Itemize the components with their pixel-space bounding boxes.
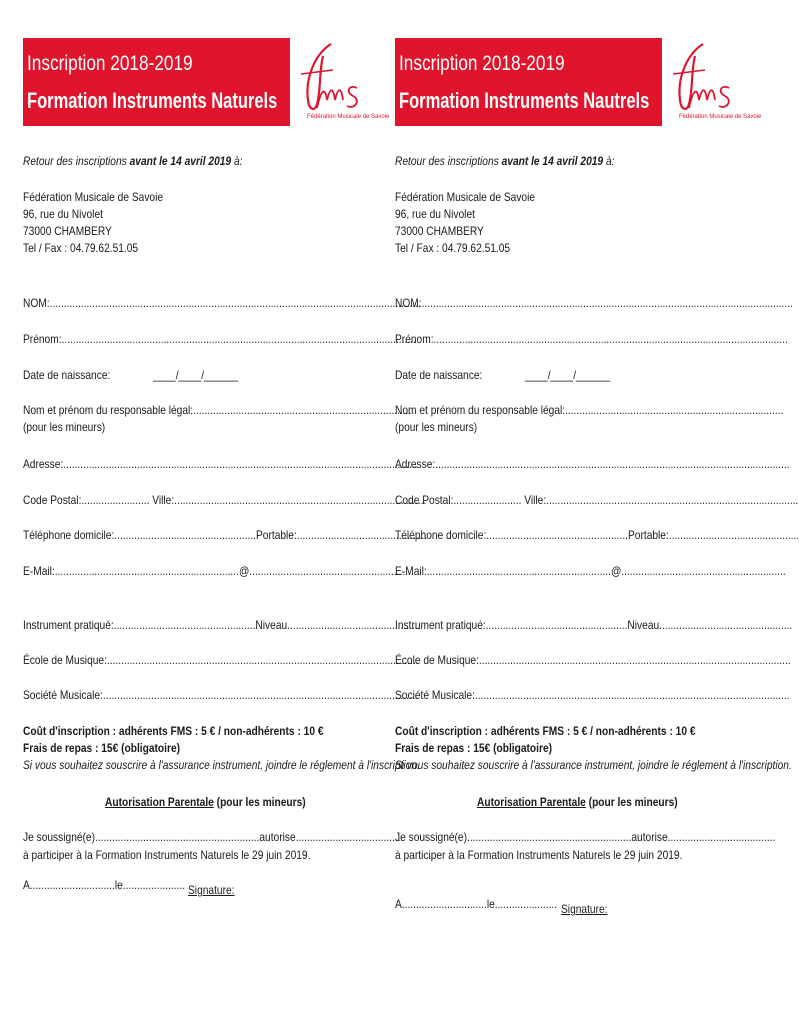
form-header <box>23 38 390 126</box>
participation-text: à participer à la Formation Instruments Naturels le 29 juin 2019. <box>395 848 683 862</box>
responsable-field[interactable]: Nom et prénom du responsable légal:............................................................................. <box>23 403 412 417</box>
address-line: Fédération Musicale de Savoie <box>395 190 536 204</box>
email-field[interactable]: E-Mail:.................................................................@.......................................................... <box>23 564 414 578</box>
title-banner <box>395 38 662 126</box>
responsable-note: (pour les mineurs) <box>23 420 106 434</box>
code-postal-ville-field[interactable]: Code Postal:........................ Ville:......................................................................................... <box>23 493 427 507</box>
participation-text: à participer à la Formation Instruments Naturels le 29 juin 2019. <box>23 848 311 862</box>
adresse-field[interactable]: Adresse:............................................................................................................................. <box>23 457 418 471</box>
form-header <box>395 38 762 126</box>
registration-form-left <box>23 38 428 897</box>
form-subtitle: Formation Instruments Naturels <box>27 88 278 113</box>
code-postal-ville-field[interactable]: Code Postal:........................ Ville:......................................................................................... <box>395 493 799 507</box>
prenom-field[interactable]: Prénom:............................................................................................................................. <box>23 332 416 346</box>
naissance-field[interactable]: ____/____/______ <box>153 368 239 382</box>
address-line: 96, rue du Nivolet <box>23 207 103 221</box>
responsable-note: (pour les mineurs) <box>395 420 478 434</box>
address-line: 73000 CHAMBERY <box>23 224 112 238</box>
frais-repas: Frais de repas : 15€ (obligatoire) <box>395 741 553 755</box>
societe-field[interactable]: Société Musicale:............................................................................................................... <box>395 688 790 702</box>
prenom-field[interactable]: Prénom:............................................................................................................................. <box>395 332 788 346</box>
autorisation-heading: Autorisation Parentale (pour les mineurs) <box>105 795 306 809</box>
naissance-label: Date de naissance: <box>23 368 111 382</box>
address-line: Tel / Fax : 04.79.62.51.05 <box>395 241 511 255</box>
adresse-field[interactable]: Adresse:............................................................................................................................. <box>395 457 790 471</box>
instrument-field[interactable]: Instrument pratiqué:..................................................Niveau............................................... <box>23 618 421 632</box>
nom-field[interactable]: NOM:................................................................................................................................... <box>23 296 421 310</box>
instrument-field[interactable]: Instrument pratiqué:..................................................Niveau............................................... <box>395 618 793 632</box>
signature-label: Signature: <box>188 883 235 897</box>
address-line: Tel / Fax : 04.79.62.51.05 <box>23 241 139 255</box>
assurance-note: Si vous souhaitez souscrire à l'assurance instrument, joindre le réglement à l'inscription. <box>23 758 420 772</box>
nom-field[interactable]: NOM:................................................................................................................................... <box>395 296 793 310</box>
ecole-field[interactable]: École de Musique:.............................................................................................................. <box>23 653 419 667</box>
ecole-field[interactable]: École de Musique:.............................................................................................................. <box>395 653 791 667</box>
address-line: 73000 CHAMBERY <box>395 224 484 238</box>
fms-logo <box>291 38 390 126</box>
telephone-field[interactable]: Téléphone domicile:..................................................Portable:.............................................. <box>23 528 428 542</box>
form-title: Inscription 2018-2019 <box>399 52 565 75</box>
registration-form-right <box>395 38 799 916</box>
societe-field[interactable]: Société Musicale:............................................................................................................... <box>23 688 418 702</box>
autorisation-heading: Autorisation Parentale (pour les mineurs) <box>477 795 678 809</box>
title-banner <box>23 38 290 126</box>
deadline-line: Retour des inscriptions avant le 14 avril 2019 à: <box>395 154 615 168</box>
assurance-note: Si vous souhaitez souscrire à l'assurance instrument, joindre le réglement à l'inscription. <box>395 758 792 772</box>
form-subtitle: Formation Instruments Nautrels <box>399 88 650 113</box>
lieu-date-field[interactable]: A..............................le...................... <box>395 897 558 911</box>
address-line: 96, rue du Nivolet <box>395 207 475 221</box>
soussigne-field[interactable]: Je soussigné(e)..........................................................autorise...................................... <box>395 830 776 844</box>
cout-inscription: Coût d'inscription : adhérents FMS : 5 € / non-adhérents : 10 € <box>395 724 696 738</box>
soussigne-field[interactable]: Je soussigné(e)..........................................................autorise...................................... <box>23 830 404 844</box>
email-field[interactable]: E-Mail:.................................................................@.......................................................... <box>395 564 786 578</box>
deadline-line: Retour des inscriptions avant le 14 avril 2019 à: <box>23 154 243 168</box>
lieu-date-field[interactable]: A..............................le...................... <box>23 878 186 892</box>
logo-caption: Fédération Musicale de Savoie <box>307 114 390 120</box>
fms-logo <box>663 38 762 126</box>
address-line: Fédération Musicale de Savoie <box>23 190 164 204</box>
cout-inscription: Coût d'inscription : adhérents FMS : 5 € / non-adhérents : 10 € <box>23 724 324 738</box>
naissance-field[interactable]: ____/____/______ <box>525 368 611 382</box>
telephone-field[interactable]: Téléphone domicile:..................................................Portable:.............................................. <box>395 528 799 542</box>
form-title: Inscription 2018-2019 <box>27 52 193 75</box>
responsable-field[interactable]: Nom et prénom du responsable légal:............................................................................. <box>395 403 784 417</box>
signature-label: Signature: <box>561 902 608 916</box>
naissance-label: Date de naissance: <box>395 368 483 382</box>
frais-repas: Frais de repas : 15€ (obligatoire) <box>23 741 181 755</box>
logo-caption: Fédération Musicale de Savoie <box>679 114 762 120</box>
